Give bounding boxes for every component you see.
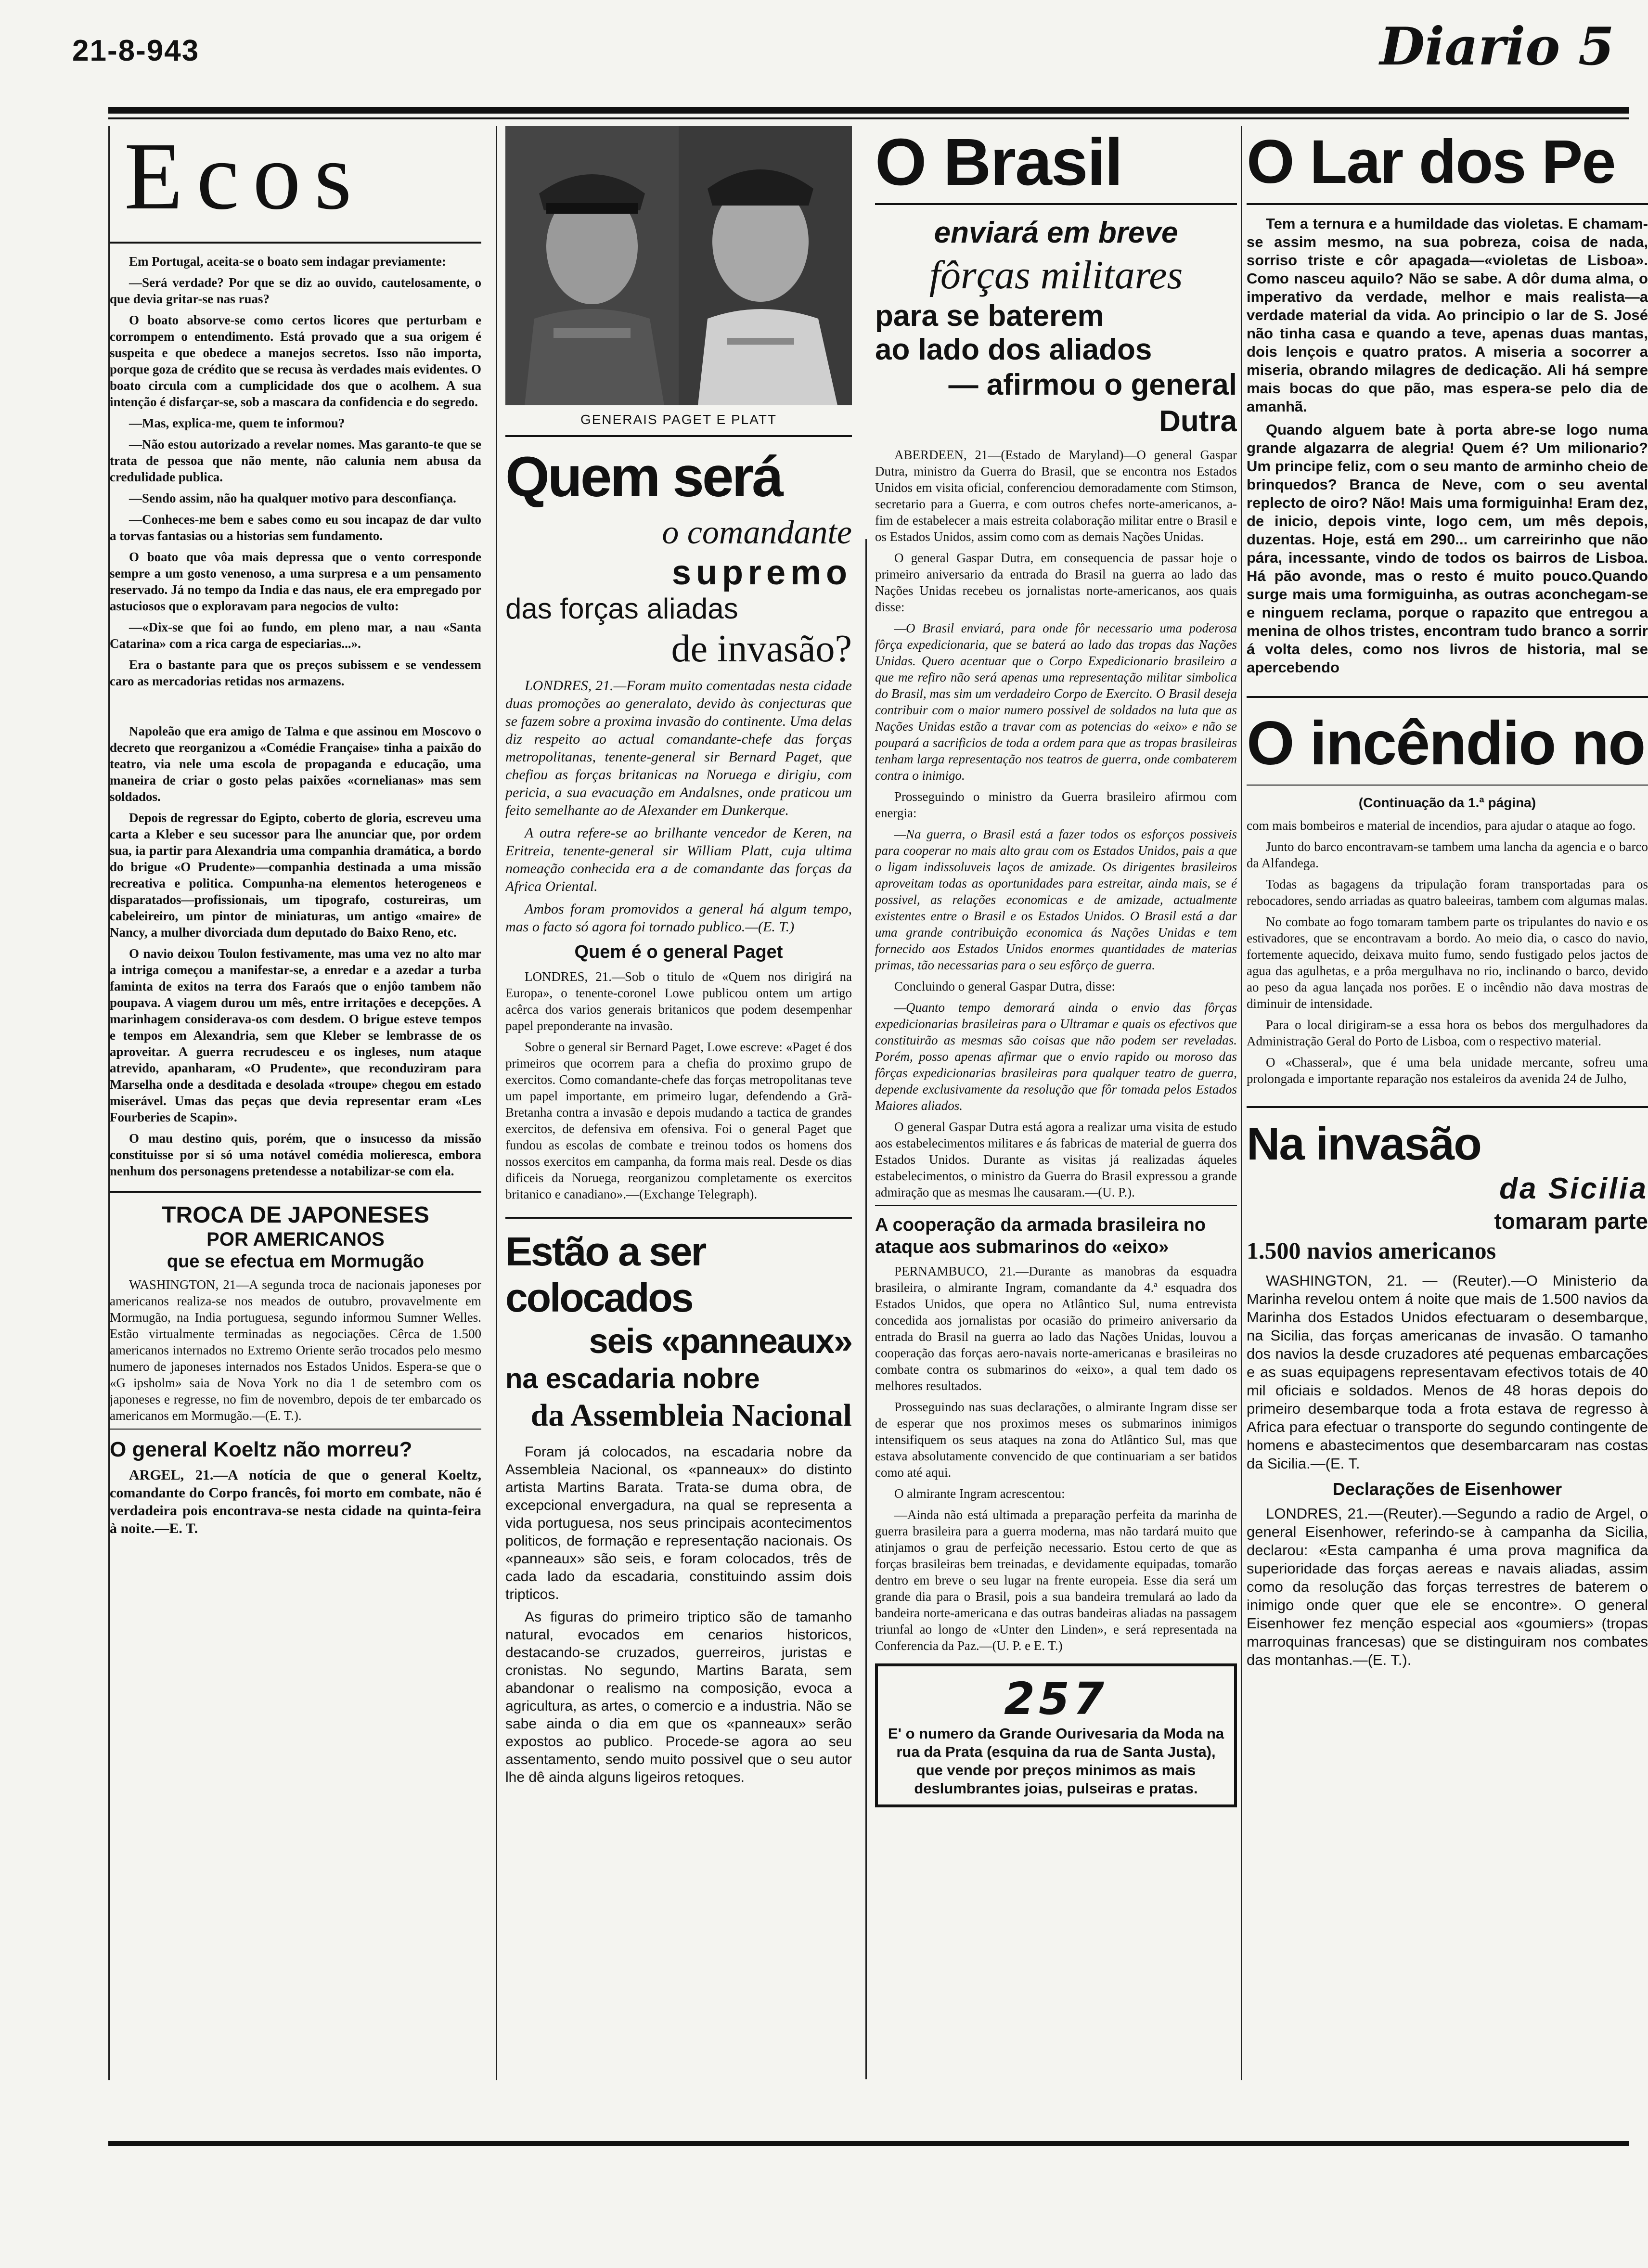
ad-number: 257	[1004, 1673, 1108, 1725]
ourivesaria-advertisement	[875, 1663, 1237, 1807]
ecos-paragraph: Napoleão que era amigo de Talma e que assinou em Moscovo o decreto que reorganizou a «Comédie Française» tinha a paixão do teatro, via nele uma escola de propaganda e educação, uma maneira de criar o gosto pelas paixões «cornelianas» mas sem soldados.	[110, 724, 481, 804]
generals-photo	[505, 126, 852, 405]
divider	[1247, 1106, 1648, 1108]
ecos-paragraph: —Mas, explica-me, quem te informou?	[129, 416, 345, 430]
divider	[110, 242, 481, 244]
ecos-title: Ecos	[124, 126, 365, 230]
ad-text: E' o numero da Grande Ourivesaria da Moda na rua da Prata (esquina da rua de Santa Justa), que vende por preços minimos as mais deslumbrantes joias, pulseiras e pratas.	[888, 1725, 1224, 1797]
brasil-paragraph: ABERDEEN, 21—(Estado de Maryland)—O general Gaspar Dutra, ministro da Guerra do Brasil, que se encontra nos Estados Unidos em visita oficial, conferenciou demoradamente com Stimson, secretario para a Guerra, e com outros chefes norte-americanos, a-fim de estabelecer a mais estreita colaboração militar entre o Brasil e os Estados Unidos, assim como com as demais Nações Unidas.	[875, 448, 1237, 544]
panneaux-paragraph: Foram já colocados, na escadaria nobre da Assembleia Nacional, os «panneaux» do distinto artista Martins Barata. Trata-se duma obra, de excepcional envergadura, na qual se representa a vida portuguesa, nos seus principais acontecimentos politicos, de formação e representação nacionais. Os «panneaux» são seis, e foram colocados, três de cada lado da escadaria, constituindo assim dois tripticos.	[505, 1444, 852, 1602]
sicilia-headline-2: da Sicilia	[1499, 1172, 1648, 1205]
brasil-headline-5: ao lado dos aliados	[875, 333, 1152, 366]
ecos-paragraph: —Será verdade? Por que se diz ao ouvido, cautelosamente, o que devia gritar-se nas ruas?	[110, 275, 481, 306]
lar-paragraph: Tem a ternura e a humildade das violetas. E chamam-se assim mesmo, na sua pobreza, coisa de nada, sorriso triste e côr apagada—«violetas de Lisboa». Como nasceu aquilo? Não se sabe. A dôr duma alma, o imperativo da verdade, melhor e mais realista—a verdade material da vida. Ao principio o lar de S. José não tinha casa e quando a teve, apenas duas mantas, dois lençois e quatro pratos. A miseria a socorrer a miseria, obrando milagres de dedicação. Ali há sempre mais bocas do que pão, mas espera-se pelo dia de amanhã.	[1247, 215, 1648, 415]
column-ecos	[110, 126, 481, 2119]
brasil-quote: —Na guerra, o Brasil está a fazer todos os esforços possiveis para cooperar no mais alto grau com os Estados Unidos, pais a que o ligam indissoluveis laços de amizade. Os dirigentes brasileiros aproveitam todas as oportunidades para estreitar, ainda mais, se é possivel, as relações economicas e de amizade, actualmente existentes entre o Brasil e os Estados Unidos. O Brasil está a dar uma grande contribuição economica ás Nações Unidas e tem fornecido aos Estados Unidos enormes quantidades de materias primas, tão necessarias para o seu esfôrço de guerra.	[875, 827, 1237, 972]
divider	[110, 1191, 481, 1193]
panneaux-paragraph: As figuras do primeiro triptico são de tamanho natural, evocados em cenarios historicos, destacando-se cruzados, guerreiros, juristas e cronistas. No segundo, Martins Barata, sem abandonar o realismo na composição, evoca a agricultura, as artes, o comercio e a industria. Não se sabe ainda o dia em que os «panneaux» serão expostos ao publico. Procede-se agora ao seu assentamento, sendo muito possivel que o seu autor lhe dê ainda alguns ligeiros retoques.	[505, 1609, 852, 1785]
panneaux-headline: Estão a ser colocados	[505, 1229, 706, 1320]
brasil-quote: —Quanto tempo demorará ainda o envio das fôrças expedicionarias brasileiras para o Ultramar e quais os efectivos que constituirão as mesmas são coisas que não podem ser reveladas. Porém, posso apenas afirmar que o envio rapido ou moroso das fôrças expedicionarias brasileiras para qualquer teatro de guerra, depende exclusivamente da resolução que fôr tomada pelos Estados Maiores aliados.	[875, 1000, 1237, 1113]
ecos-paragraph: O boato que vôa mais depressa que o vento corresponde sempre a um gosto venenoso, a uma surpresa e a um pensamento reservado. Já no tempo da India e das naus, ele era empregado por astuciosos que o exploravam para negocios de vulto:	[110, 550, 481, 613]
lar-paragraph: Quando alguem bate à porta abre-se logo numa grande algazarra de alegria! Quem é? Um milionario? Um principe feliz, com o seu manto de arminho cheio de brinquedos? Branca de Neve, com o seu avental replecto de oiro? Não! Mais uma formiguinha! Eram dez, de inicio, depois vinte, logo cem, um mês depois, duzentas. Hoje, está em 290... um carreirinho que não pára, incessante, vindo de todos os bairros de Lisboa. Há pão avonde, mas o resto é muito pouco.Quando surge mais uma formiguinha, as outras aconchegam-se e ninguem reclama, porque o rapazito que entregou a menina de olhos tristes, encontram tudo branco a sorrir á volta deles, como nos livros de historia, mal se apercebendo	[1247, 421, 1648, 676]
ecos-paragraph: —Sendo assim, não ha qualquer motivo para desconfiança.	[129, 491, 456, 505]
koeltz-body: ARGEL, 21.—A notícia de que o general Koeltz, comandante do Corpo francês, foi morto em combate, não é verdadeira pois encontrava-se nesta cidade na quinta-feira à noite.—E. T.	[110, 1467, 481, 1536]
sicilia-headline-4: 1.500 navios americanos	[1247, 1237, 1496, 1264]
brasil-headline-6: — afirmou o general Dutra	[948, 368, 1237, 438]
divider	[505, 1217, 852, 1219]
armada-paragraph: O almirante Ingram acrescentou:	[894, 1486, 1065, 1501]
panneaux-headline-2: seis «panneaux»	[589, 1322, 852, 1361]
brasil-headline-4: para se baterem	[875, 299, 1104, 333]
column-right	[1247, 126, 1648, 2109]
quem-headline: Quem será	[505, 445, 782, 509]
incendio-paragraph: O «Chasseral», que é uma bela unidade mercante, sofreu uma prolongada e importante reparação nos estaleiros da avenida 24 de Julho,	[1247, 1055, 1648, 1086]
incendio-paragraph: Para o local dirigiram-se a essa hora os bebos dos mergulhadores da Administração Geral do Porto de Lisboa, com o respectivo material.	[1247, 1018, 1648, 1048]
incendio-paragraph: Todas as bagagens da tripulação foram transportadas para os rebocadores, sendo arriadas as quatro baleeiras, tambem com algumas malas.	[1247, 877, 1648, 908]
ecos-paragraph: —«Dix-se que foi ao fundo, em pleno mar, a nau «Santa Catarina» com a rica carga de especiarias...».	[110, 620, 481, 651]
masthead-rule	[108, 107, 1629, 114]
divider	[1247, 203, 1648, 205]
sicilia-paragraph: WASHINGTON, 21. — (Reuter).—O Ministerio da Marinha revelou ontem á noite que mais de 1.500 navios da Marinha dos Estados Unidos efectuaram o desembarque, na Sicilia, das forças americanas de invasão. O tamanho dos navios la desde cruzadores até pequenas embarcações e as suas equipagens representavam efectivos totais de 40 mil oficiais e soldados. Menos de 48 horas depois do primeiro desembarque toda a frota estava de regresso à Africa para efectuar o transporte do segundo contingente de homens e abastecimentos que desembarcaram nas costas da Sicilia.—(E. T.	[1247, 1272, 1648, 1472]
brasil-paragraph: Prosseguindo o ministro da Guerra brasileiro afirmou com energia:	[875, 789, 1237, 820]
quem-lead: LONDRES, 21.—Foram muito comentadas nesta cidade duas promoções ao generalato, devido às conjecturas que se fazem sobre a proxima invasão do continente. Uma delas diz respeito ao actual comandante-chefe das forças metropolitanas, tenente-general sir Bernard Paget, que chefiou as forças britanicas na Noruega e dirigiu, com pericia, a sua evacuação em Andalsnes, onde praticou um feito semelhante ao de Alexander em Dunkerque.	[505, 678, 852, 818]
masthead	[0, 0, 1648, 111]
paget-subhead: Quem é o general Paget	[574, 942, 783, 962]
brasil-quote: —O Brasil enviará, para onde fôr necessario uma poderosa fôrça expedicionaria, que se baterá ao lado das tropas das Nações Unidas. Quero acentuar que o Corpo Expedicionario brasileiro a que me refiro não será apenas uma representação militar simbolica do Brasil, mas sim um verdadeiro Corpo de Exercito. O Brasil deseja contribuir com o maior numero possivel de soldados na luta que as Nações Unidas estão a travar com as potencias do «eixo» e não se poupará a sacrificios de toda a ordem para que as tropas brasileiras tenham larga representação nos teatros de guerra, onde combaterem contra o inimigo.	[875, 621, 1237, 783]
armada-paragraph: Prosseguindo nas suas declarações, o almirante Ingram disse ser de esperar que nos proximos meses os submarinos inimigos intensifiquem os seus ataques na zona do Atlântico Sul, mas que estava absolutamente convencido de que continuariam a ser batidos como até aqui.	[875, 1400, 1237, 1480]
armada-paragraph: PERNAMBUCO, 21.—Durante as manobras da esquadra brasileira, o almirante Ingram, comandante da 4.ª esquadra dos Estados Unidos, que opera no Atlântico Sul, numa entrevista concedida aos jornalistas por ocasião do primeiro aniversario da entrada do Brasil na guerra ao lado das Nações Unidas, louvou a cooperação das forças aero-navais norte-americanas e brasileiras no combate contra os submarinos do «eixo», a qual tem dado os melhores resultados.	[875, 1264, 1237, 1393]
divider	[1247, 696, 1648, 698]
ecos-paragraph: —Conheces-me bem e sabes como eu sou incapaz de dar vulto a torvas fantasias ou a historias sem fundamento.	[110, 512, 481, 543]
ecos-paragraph: O navio deixou Toulon festivamente, mas uma vez no alto mar a intriga começou a manifestar-se, a enredar e a azedar a turba faminta de exitos na terra dos Faraós que o enjôo tambem não poupava. A viagem durou um mês, entre irritações e decepções. A marinhagem considerava-os com desdem. O brigue esteve tempos e tempos em Alexandria, sem que Kleber se lembrasse de os aproveitar. A guerra recrudesceu e os ingleses, num ataque atrevido, apanharam, «O Prudente», que reconduziram para Marselha onde a desditada e desolada «troupe» chegou em estado miserável. Umas das peças que devia representar eram «Les Fourberies de Scapin».	[110, 946, 481, 1124]
column-rule	[1241, 126, 1242, 2080]
troca-body: WASHINGTON, 21—A segunda troca de nacionais japoneses por americanos realiza-se nos meados de outubro, provavelmente em Mormugão, na India portuguesa, segundo informou Sumner Welles. Estão virtualmente terminadas as negociações. Cêrca de 1.500 americanos internados no Extremo Oriente serão trocados pelo mesmo numero de japoneses internados nos Estados Unidos. Espera-se que o «G ipsholm» saia de Nova York no dia 1 de setembro com os japoneses e regresse, no fim de novembro, depois de ter embarcado os americanos em Mormugão.—(E. T.).	[110, 1277, 481, 1423]
troca-headline: TROCA DE JAPONESES	[162, 1202, 429, 1228]
paget-paragraph: Sobre o general sir Bernard Paget, Lowe escreve: «Paget é dos primeiros que ocorrem para a chefia do proximo grupo de exercitos. Como comandante-chefe das forças metropolitanas teve um papel importante, em primeiro lugar, defendendo a Grã-Bretanha contra a invasão e depois mudando a tactica de grandes exercitos, de defensiva em ofensiva. Foi o general Paget que fundou as escolas de combate e treinou todos os homens dos nossos exercitos em campanha, da forma mais real. Desde os dias dificeis da Noruega, reorganizou completamente os exercitos britanico e canadiano».—(Exchange Telegraph).	[505, 1040, 852, 1201]
continuation-note: (Continuação da 1.ª página)	[1358, 795, 1536, 810]
column-quem	[505, 126, 852, 2109]
ecos-paragraph: —Não estou autorizado a revelar nomes. Mas garanto-te que se trata de pessoa que não mente, não calunia nem abusa da credulidade publica.	[110, 437, 481, 484]
brasil-paragraph: Concluindo o general Gaspar Dutra, disse:	[894, 979, 1115, 993]
quem-lead: A outra refere-se ao brilhante vencedor de Keren, na Eritreia, tenente-general sir William Platt, cuja ultima nomeação conhecida era a de comandante das forças da Africa Oriental.	[505, 825, 852, 894]
brasil-headline-2: enviará em breve	[934, 216, 1178, 249]
divider	[875, 1205, 1237, 1206]
quem-lead: Ambos foram promovidos a general há algum tempo, mas o facto só agora foi tornado publico.—(E. T.)	[505, 901, 852, 935]
quem-headline-5: de invasão?	[671, 628, 852, 670]
panneaux-headline-4: da Assembleia Nacional	[530, 1398, 852, 1433]
quem-headline-3: supremo	[671, 554, 852, 592]
sicilia-headline-3: tomaram parte	[1494, 1209, 1648, 1234]
troca-headline: POR AMERICANOS	[206, 1229, 385, 1250]
column-rule	[496, 126, 497, 2080]
ecos-paragraph: Depois de regressar do Egipto, coberto de gloria, escreveu uma carta a Kleber e seu sucessor para lhe anunciar que, por ordem sua, ia partir para Alexandria uma companhia dramática, a bordo do brigue «O Prudente»—companhia destinada a uma missão recreativa e politica. Compunha-na elementos heterogeneos e disparatados—profissionais, um tipografo, costureiras, um cabeleireiro, um pintor de miniaturas, um antigo «maire» de Nancy, a mulher divorciada dum deputado do Baixo Reno, etc.	[110, 811, 481, 940]
divider	[110, 1429, 481, 1430]
column-brasil	[875, 126, 1237, 2109]
panneaux-headline-3: na escadaria nobre	[505, 1363, 760, 1394]
troca-article	[110, 1202, 481, 1424]
column-rule	[865, 539, 867, 2079]
brasil-headline: O Brasil	[875, 126, 1122, 199]
masthead-rule-thin	[108, 117, 1629, 119]
newspaper-title: Diario 5	[1379, 16, 1614, 77]
divider	[505, 435, 852, 437]
incendio-paragraph: Junto do barco encontravam-se tambem uma lancha da agencia e o barco da Alfandega.	[1247, 839, 1648, 870]
ecos-paragraph: O boato absorve-se como certos licores que perturbam e corrompem o entendimento. Está provado que a sua origem é suspeita e que obedece a manejos secretos. Isso não importa, porque goza de crédito que se recusa às verdades mais evidentes. O boato circula com a cumplicidade dos que o acolhem. A sua intenção é disfarçar-se, sob a mascara da confidencia e do segredo.	[110, 313, 481, 409]
paget-paragraph: LONDRES, 21.—Sob o titulo de «Quem nos dirigirá na Europa», o tenente-coronel Lowe publicou ontem um artigo acêrca dos varios generais britanicos que podem desempenhar papel preponderante na invasão.	[505, 969, 852, 1033]
page-bottom-rule	[108, 2141, 1629, 2146]
quem-headline-2: o comandante	[662, 514, 852, 551]
sicilia-headline: Na invasão	[1247, 1118, 1481, 1170]
ecos-paragraph: Era o bastante para que os preços subissem e se vendessem caro as mercadorias retidas nos armazens.	[110, 657, 481, 688]
brasil-paragraph: O general Gaspar Dutra está agora a realizar uma visita de estudo aos estabelecimentos militares e ás fabricas de material de guerra dos Estados Unidos. Durante as visitas já realizadas áqueles estabelecimentos, o ministro da Guerra do Brasil expressou a grande admiração que as mesmas lhe causaram.—(U. P.).	[875, 1120, 1237, 1199]
divider	[875, 203, 1237, 205]
armada-headline: A cooperação da armada brasileira no ataque aos submarinos do «eixo»	[875, 1215, 1206, 1257]
troca-subhead: que se efectua em Mormugão	[167, 1251, 425, 1272]
photo-caption: GENERAIS PAGET E PLATT	[580, 412, 777, 427]
brasil-paragraph: O general Gaspar Dutra, em consequencia de passar hoje o primeiro aniversario da entrada do Brasil na guerra ao lado das Nações Unidas recebeu os jornalistas norte-americanos, aos quais disse:	[875, 551, 1237, 614]
quem-headline-4: das forças aliadas	[505, 593, 738, 625]
generals-portrait-image	[505, 126, 852, 405]
koeltz-article	[110, 1437, 481, 1537]
incendio-paragraph: No combate ao fogo tomaram tambem parte os tripulantes do navio e os estivadores, que se encontravam a bordo. Ao meio dia, o casco do navio, fortemente aquecido, deixava muito fumo, sendo fustigado pelos jactos de agua das agulhetas, e a prôa mergulhava no rio, inclinando o barco, devido ao peso da agua lançada nos porões. E o incêndio não dava mostras de diminuir de intensidade.	[1247, 915, 1648, 1011]
incendio-headline: O incêndio no	[1247, 709, 1645, 778]
armada-paragraph: —Ainda não está ultimada a preparação perfeita da marinha de guerra brasileira para a guerra moderna, mas não tardará muito que atinjamos o grau de perfeição necessario. Estou certo de que as forças brasileiras bem treinadas, e devidamente equipadas, tomarão dentro em breve o seu lugar na frente europeia. Esse dia será um grande dia para o Brasil, pois a sua bandeira tremulará ao lado da bandeira norte-americana e das outras bandeiras aliadas na passagem triunfal ao longo de «Unter den Linden», e será representada na Conferencia da Paz.—(U. P. e E. T.)	[875, 1508, 1237, 1653]
ecos-paragraph: Em Portugal, aceita-se o boato sem indagar previamente:	[129, 254, 446, 269]
lar-headline: O Lar dos Pe	[1247, 128, 1615, 196]
sicilia-paragraph: LONDRES, 21.—(Reuter).—Segundo a radio de Argel, o general Eisenhower, referindo-se à campanha da Sicilia, declarou: «Esta campanha é uma prova magnifica da superioridade das forças aereas e navais aliadas, assim como da resolução das forças terrestres de baterem o inimigo onde quer que ele se encontre». O general Eisenhower fez menção especial aos «goumiers» (tropas marroquinas francesas) que se distinguiram nos combates das montanhas.—(E. T.).	[1247, 1505, 1648, 1668]
eisenhower-subhead: Declarações de Eisenhower	[1332, 1479, 1562, 1499]
koeltz-headline: O general Koeltz não morreu?	[110, 1438, 412, 1461]
panneaux-article	[505, 1228, 852, 1786]
ecos-paragraph: O mau destino quis, porém, que o insucesso da missão constituisse por si só uma notável comédia molieresca, embora nenhum dos personagens pretendesse a notabilizar-se com ela.	[110, 1131, 481, 1178]
incendio-paragraph: com mais bombeiros e material de incendios, para ajudar o ataque ao fogo.	[1247, 818, 1636, 833]
divider	[1247, 785, 1648, 786]
issue-date: 21-8-943	[72, 34, 200, 67]
brasil-headline-3: fôrças militares	[929, 253, 1183, 297]
